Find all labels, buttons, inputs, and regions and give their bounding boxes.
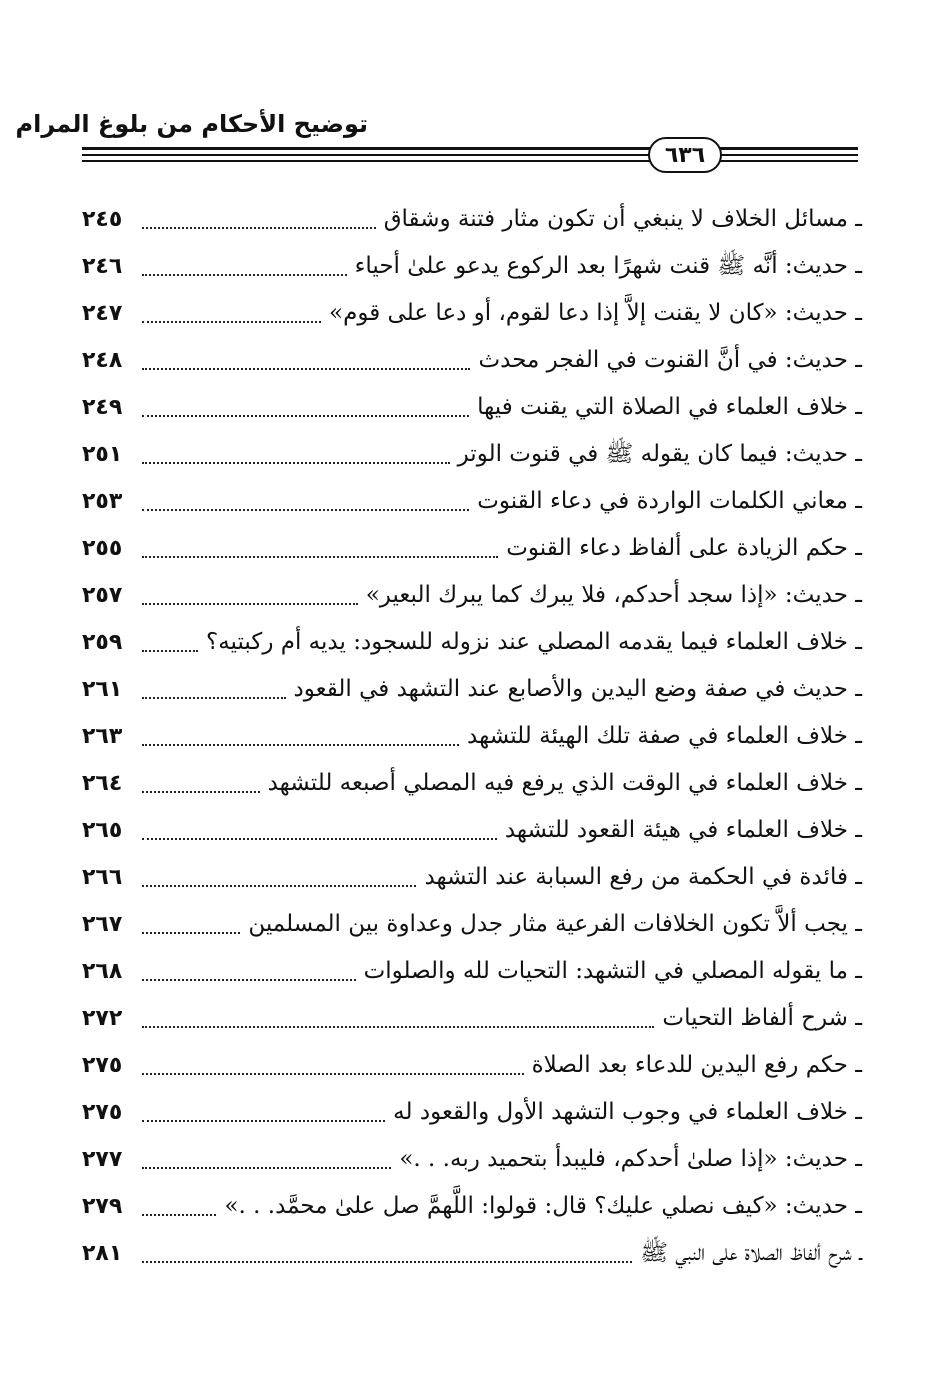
toc-entry [82,713,862,760]
toc-entry-page: ٢٦٣ [82,724,123,749]
toc-entry-page: ٢٤٧ [82,301,123,326]
toc-entry [82,337,862,384]
rule-line [82,160,858,162]
toc-entry-title: ـ خلاف العلماء فيما يقدمه المصلي عند نزوله للسجود: يديه أم ركبتيه؟ [206,629,862,655]
toc-entry-title: ـ مسائل الخلاف لا ينبغي أن تكون مثار فتنة وشقاق [383,206,862,232]
toc-entry [82,666,862,713]
toc-entry [82,807,862,854]
toc-entry-title: ـ فائدة في الحكمة من رفع السبابة عند التشهد [424,864,862,890]
toc-entry-page: ٢٧٧ [82,1147,123,1172]
toc-entry-title: ـ خلاف العلماء في الصلاة التي يقنت فيها [477,394,862,420]
toc-entry-title: ـ حديث: أنَّه ﷺ قنت شهرًا بعد الركوع يدعو علىٰ أحياء [354,253,862,279]
toc-entry-title: ـ شرح ألفاظ التحيات [662,1005,862,1031]
toc-entry [82,384,862,431]
toc-entry-page: ٢٧٩ [82,1194,123,1219]
toc-entry-title: ـ معاني الكلمات الواردة في دعاء القنوت [477,488,862,514]
toc-entry-page: ٢٥٩ [82,630,123,655]
toc-entry [82,478,862,525]
header-rule [82,145,858,167]
dot-leader [142,650,198,652]
toc-entry-page: ٢٦٧ [82,912,123,937]
toc-entry-title: ـ خلاف العلماء في وجوب التشهد الأول والقعود له [393,1099,862,1125]
toc-entry [82,760,862,807]
dot-leader [142,556,498,558]
toc-entry-title: ـ خلاف العلماء في هيئة القعود للتشهد [504,817,862,843]
toc-entry-page: ٢٥٥ [82,536,123,561]
toc-entry-title: ـ حديث: «إذا صلىٰ أحدكم، فليبدأ بتحميد ربه. . .» [399,1146,862,1172]
toc-entry-title: ـ حديث: «إذا سجد أحدكم، فلا يبرك كما يبرك البعير» [365,582,862,608]
dot-leader [142,791,260,793]
toc-entry-title: ـ حديث: في أنَّ القنوت في الفجر محدث [478,347,862,373]
toc-entry-page: ٢٦٨ [82,959,123,984]
toc-entry-title: ـ خلاف العلماء في صفة تلك الهيئة للتشهد [467,723,862,749]
toc-entry-page: ٢٧٢ [82,1006,123,1031]
page-number-badge: ٦٣٦ [648,137,722,173]
toc-entry-page: ٢٥١ [82,442,123,467]
dot-leader [142,274,347,276]
rule-line [82,147,858,150]
toc-entry-page: ٢٦١ [82,677,123,702]
toc-entry-page: ٢٥٣ [82,489,123,514]
dot-leader [142,838,497,840]
toc-entry [82,525,862,572]
toc-entry [82,995,862,1042]
toc-entry [82,1042,862,1089]
dot-leader [142,932,240,934]
dot-leader [142,509,469,511]
dot-leader [142,1167,391,1169]
toc-entry [82,196,862,243]
toc-entry-title: ـ حكم الزيادة على ألفاظ دعاء القنوت [506,535,862,561]
dot-leader [142,603,358,605]
toc-entry [82,619,862,666]
dot-leader [142,1120,385,1122]
toc-entry-page: ٢٤٥ [82,207,123,232]
toc-entry [82,290,862,337]
dot-leader [142,1026,654,1028]
toc-entry [82,243,862,290]
toc-entry-page: ٢٧٥ [82,1053,123,1078]
dot-leader [142,885,416,887]
dot-leader [142,368,470,370]
toc-entry-page: ٢٤٦ [82,254,123,279]
toc-entry [82,431,862,478]
dot-leader [142,415,469,417]
toc-entry-page: ٢٤٩ [82,395,123,420]
toc-entry-page: ٢٦٦ [82,865,123,890]
toc-entry [82,1230,862,1277]
dot-leader [142,1261,632,1263]
toc-entry-page: ٢٦٥ [82,818,123,843]
toc-entry-title: ـ حديث: «كان لا يقنت إلاَّ إذا دعا لقوم، أو دعا على قوم» [329,300,862,326]
toc-entry-page: ٢٤٨ [82,348,123,373]
dot-leader [142,744,459,746]
toc-entry-page: ٢٨١ [82,1241,123,1266]
toc-entry [82,1183,862,1230]
dot-leader [142,1073,524,1075]
toc-entry-page: ٢٧٥ [82,1100,123,1125]
toc-entry [82,948,862,995]
toc-entry [82,854,862,901]
toc-entry-page: ٢٥٧ [82,583,123,608]
toc-entry-title: ـ يجب ألاَّ تكون الخلافات الفرعية مثار جدل وعداوة بين المسلمين [248,911,862,937]
toc-entry [82,1136,862,1183]
dot-leader [142,462,450,464]
dot-leader [142,321,321,323]
dot-leader [142,227,376,229]
dot-leader [142,697,286,699]
toc-entry-page: ٢٦٤ [82,771,123,796]
toc-entry-title: ـ حديث: «كيف نصلي عليك؟ قال: قولوا: اللَّهمَّ صل علىٰ محمَّد. . .» [224,1193,862,1219]
toc-entry-title: ـ ما يقوله المصلي في التشهد: التحيات لله والصلوات [363,958,862,984]
book-title: توضيح الأحكام من بلوغ المرام [15,110,368,138]
dot-leader [142,1214,216,1216]
toc-entry-title: ـ شرح ألفاظ الصلاة على النبي ﷺ [640,1240,862,1266]
toc-entry-title: ـ حديث في صفة وضع اليدين والأصابع عند التشهد في القعود [293,676,862,702]
toc-entry-title: ـ حديث: فيما كان يقوله ﷺ في قنوت الوتر [457,441,862,467]
rule-line [82,154,858,156]
dot-leader [142,979,356,981]
toc-entry [82,1089,862,1136]
toc-entry [82,572,862,619]
toc-entry [82,901,862,948]
table-of-contents [82,196,862,1277]
toc-entry-title: ـ حكم رفع اليدين للدعاء بعد الصلاة [531,1052,862,1078]
toc-entry-title: ـ خلاف العلماء في الوقت الذي يرفع فيه المصلي أصبعه للتشهد [267,770,862,796]
